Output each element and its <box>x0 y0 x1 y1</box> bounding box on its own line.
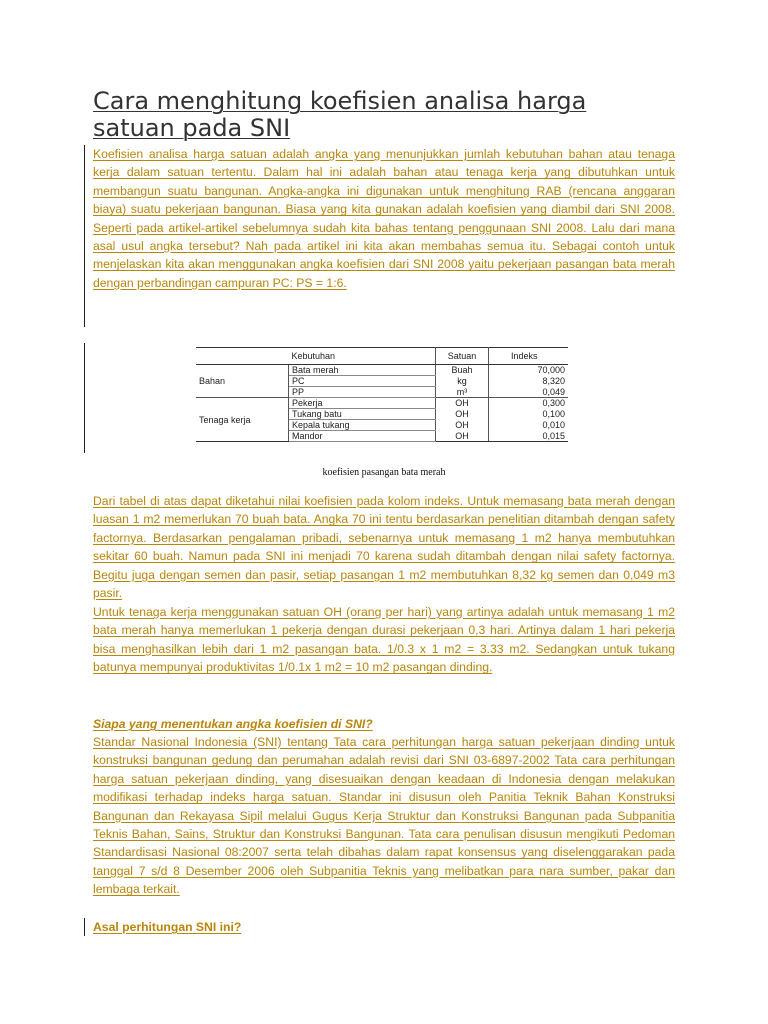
table-cell-unit: m³ <box>436 387 489 398</box>
table-cell-item: Kepala tukang <box>289 420 436 431</box>
table-cell-unit: Buah <box>436 365 489 376</box>
group-label-bahan: Bahan <box>196 365 289 398</box>
table-cell-item: Mandor <box>289 431 436 442</box>
table-cell-index: 0,015 <box>489 431 569 442</box>
table-cell-item: Bata merah <box>289 365 436 376</box>
table-row <box>196 365 568 376</box>
header-kebutuhan: Kebutuhan <box>289 348 436 365</box>
table-cell-index: 8,320 <box>542 376 565 386</box>
table-row <box>196 398 568 409</box>
table-cell-index: 0,010 <box>542 420 565 430</box>
header-satuan: Satuan <box>436 348 489 365</box>
coefficient-table <box>196 347 568 442</box>
table-cell-unit: OH <box>436 420 489 431</box>
table-cell-index: 0,100 <box>542 409 565 419</box>
table-cell-item: PC <box>289 376 436 387</box>
paragraph-3[interactable]: Untuk tenaga kerja menggunakan satuan OH (orang per hari) yang artinya adalah untuk memasang 1 m2 bata merah hanya memerlukan 1 pekerja dengan durasi pekerjaan 0,3 hari. Artinya dalam 1 hari pekerja bisa menghasilkan lebih dari 1 m2 pasangan bata. 1/0.3 x 1 m2 = 3.33 m2. Sedangkan untuk tukang batunya mempunyai produktivitas 1/0.1x 1 m2 = 10 m2 pasangan dinding. <box>93 605 675 675</box>
table-cell-item: PP <box>289 387 436 398</box>
left-margin-rule <box>84 343 85 453</box>
paragraph-2[interactable]: Dari tabel di atas dapat diketahui nilai koefisien pada kolom indeks. Untuk memasang bata merah dengan luasan 1 m2 memerlukan 70 buah bata. Angka 70 ini tentu berdasarkan penelitian ditambah dengan safety factornya. Berdasarkan pengalaman pribadi, sebenarnya untuk memasang 1 m2 hanya membutuhkan sekitar 60 buah. Namun pada SNI ini menjadi 70 karena sudah ditambah dengan nilai safety factornya. Begitu juga dengan semen dan pasir, setiap pasangan 1 m2 membutuhkan 8,32 kg semen dan 0,049 m3 pasir. <box>93 494 675 601</box>
left-margin-rule <box>84 918 85 936</box>
table-cell-item: Tukang batu <box>289 409 436 420</box>
left-margin-rule <box>84 145 85 327</box>
section-heading[interactable]: Asal perhitungan SNI ini? <box>93 920 242 934</box>
paragraph-4[interactable]: Standar Nasional Indonesia (SNI) tentang Tata cara perhitungan harga satuan pekerjaan dinding untuk konstruksi bangunan gedung dan perumahan adalah revisi dari SNI 03-6897-2002 Tata cara perhitungan harga satuan pekerjaan dinding, yang disesuaikan dengan keadaan di Indonesia dengan melakukan modifikasi terhadap indeks harga satuan. Standar ini disusun oleh Panitia Teknik Bahan Konstruksi Bangunan dan Rekayasa Sipil melalui Gugus Kerja Struktur dan Konstruksi Bangunan pada Subpanitia Teknis Bahan, Sains, Struktur dan Konstruksi Bangunan. Tata cara penulisan disusun mengikuti Pedoman Standardisasi Nasional 08:2007 serta telah dibahas dalam rapat konsensus yang diselenggarakan pada tanggal 7 s/d 8 Desember 2006 oleh Subpanitia Teknis yang melibatkan para nara sumber, pakar dan lembaga terkait. <box>93 735 675 897</box>
section-heading[interactable]: Siapa yang menentukan angka koefisien di SNI? <box>93 717 373 731</box>
table-cell-index: 0,049 <box>489 387 569 398</box>
table-header-row <box>196 348 568 365</box>
header-indeks: Indeks <box>489 348 569 365</box>
intro-paragraph[interactable]: Koefisien analisa harga satuan adalah angka yang menunjukkan jumlah kebutuhan bahan atau tenaga kerja dalam satuan tertentu. Dalam hal ini adalah bahan atau tenaga kerja yang dibutuhkan untuk membangun suatu bangunan. Angka-angka ini digunakan untuk menghitung RAB (rencana anggaran biaya) suatu pekerjaan bangunan. Biasa yang kita gunakan adalah koefisien yang diambil dari SNI 2008. Seperti pada artikel-artikel sebelumnya sudah kita bahas tentang penggunaan SNI 2008. Lalu dari mana asal usul angka tersebut? Nah pada artikel ini kita akan membahas semua itu. Sebagai contoh untuk menjelaskan kita akan menggunakan angka koefisien dari SNI 2008 yaitu pekerjaan pasangan bata merah dengan perbandingan campuran PC: PS = 1:6. <box>93 147 675 290</box>
table-caption: koefisien pasangan bata merah <box>322 467 446 478</box>
table-cell-unit: OH <box>436 431 489 442</box>
table-cell-index: 70,000 <box>537 365 565 376</box>
table-cell-unit: OH <box>436 409 489 420</box>
page-title: Cara menghitung koefisien analisa harga satuan pada SNI <box>93 87 587 142</box>
table-cell-unit: OH <box>436 398 489 409</box>
table-cell-item: Pekerja <box>289 398 436 409</box>
group-label-tenaga-kerja: Tenaga kerja <box>196 398 289 442</box>
table-cell-unit: kg <box>436 376 489 387</box>
table-cell-index: 0,300 <box>542 398 565 409</box>
